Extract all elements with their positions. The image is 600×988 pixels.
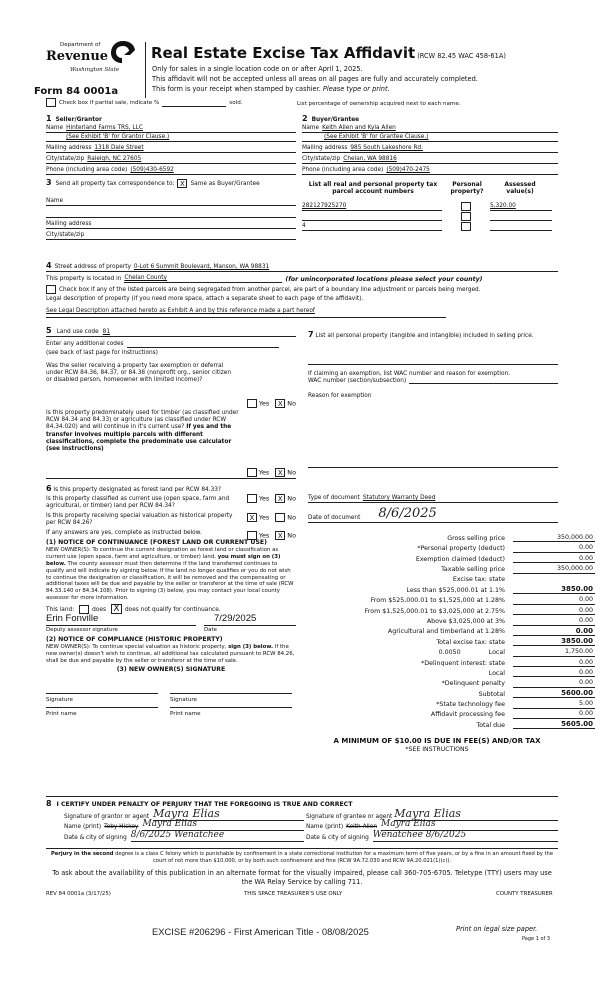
notice2-bold: sign (3) below. xyxy=(228,643,274,650)
buyer-name-line2[interactable]: (See Exhibit 'B' for Grantee Clause.) xyxy=(324,134,429,141)
current-use-question: Is this property classified as current use (open space, farm and agricultural, or timber) land per RCW 84.34? xyxy=(46,496,230,510)
assessed-value-field[interactable]: 5,320.00 xyxy=(490,203,552,211)
tax-label: Subtotal xyxy=(478,690,505,698)
buyer-phone-field[interactable]: (509)470-2475 xyxy=(386,167,430,174)
exemption-question: Was the seller receiving a property tax exemption or deferral under RCW 84.36, 84.37, or 84.38 (nonprofit org., senior citizen or disabled person, homeowner with limited income)? xyxy=(46,363,232,384)
reason-field[interactable] xyxy=(308,400,558,468)
buyer-section xyxy=(302,114,558,231)
tax-bracket-2-field[interactable]: 0.00 xyxy=(513,596,595,605)
assessor-signature-field[interactable]: Erin Fonville xyxy=(46,613,196,626)
tax-label: Gross selling price xyxy=(447,534,505,542)
located-label: This property is located in xyxy=(46,276,122,283)
doc-type-label: Type of document xyxy=(308,495,360,502)
print-note: Print on legal size paper. xyxy=(456,925,538,933)
field-label: City/state/zip xyxy=(46,156,85,163)
signature-label: Signature xyxy=(170,697,197,704)
does-not-label: does not qualify for continuance. xyxy=(125,606,221,613)
no-label: No xyxy=(287,468,296,477)
partial-sale-sold: sold. xyxy=(229,100,243,107)
dept-line1: Department of xyxy=(60,42,101,48)
total-state-tax-field[interactable]: 3850.00 xyxy=(513,637,595,646)
partial-sale-row xyxy=(46,98,243,107)
dor-swirl-icon xyxy=(110,40,136,64)
assessor-signature-row xyxy=(46,614,296,626)
certify-divider xyxy=(46,796,558,797)
personal-property-deduct-field[interactable]: 0.00 xyxy=(513,544,595,553)
timber-question-bold: If yes and the transfer involves multiple parcels with different classifications, complete the predominate use calculator (see instructions) xyxy=(46,424,232,453)
field-label: Name xyxy=(46,198,64,205)
rev-number: REV 84 0001a (3/17/25) xyxy=(46,891,111,897)
parcel-number-field[interactable]: 282127925270 xyxy=(302,203,442,211)
personal-property-checkbox[interactable] xyxy=(461,212,471,221)
notice1-text-a: NEW OWNER(S): To continue the current designation as forest land or classification as current use (open space, farm and agriculture, or timber) land, xyxy=(46,547,279,561)
local-rate-row-label xyxy=(300,649,513,657)
county-treasurer: COUNTY TREASURER xyxy=(496,891,553,897)
yes-label: Yes xyxy=(258,494,270,503)
grantor-signature-field[interactable]: Mayra Elias xyxy=(153,807,304,821)
tax-label: Local xyxy=(488,669,505,677)
notice2-text-b: If the new owner(s) doesn't wish to continue, all additional tax calculated pursuant to RCW 84.26, shall be due and payable by the seller or transferor at the time of sale. xyxy=(46,643,295,664)
exemption-yes-no xyxy=(243,399,296,408)
new-owner-signature-1[interactable] xyxy=(46,693,158,694)
reason-label: Reason for exemption xyxy=(308,393,372,400)
timber-question-text: Is this property predominately used for timber (as classified under RCW 84.34 and 84.33) or agriculture (as classified under RCW 84.34.020) and will continue in it's current use? xyxy=(46,410,239,431)
no-label: No xyxy=(287,513,296,522)
perjury-notice xyxy=(46,848,558,865)
notice2-heading: (2) NOTICE OF COMPLIANCE (HISTORIC PROPERTY) xyxy=(46,636,223,644)
header-divider xyxy=(145,42,146,98)
forest-section xyxy=(46,484,296,718)
notice1-heading: (1) NOTICE OF CONTINUANCE (FOREST LAND OR CURRENT USE) xyxy=(46,539,267,547)
field-label: City/state/zip xyxy=(46,232,85,239)
historic-no-checkbox[interactable]: X xyxy=(275,531,285,540)
notice1-bold: you must sign on (3) below. xyxy=(46,554,281,567)
seller-city-field[interactable]: Raleigh, NC 27605 xyxy=(87,156,142,163)
ownership-note: List percentage of ownership acquired next to each name. xyxy=(297,101,461,107)
tax-label: Above $3,025,000 at 3% xyxy=(426,617,505,625)
timber-question xyxy=(46,410,246,453)
field-label: Mailing address xyxy=(302,145,348,152)
accessibility-notice: To ask about the availability of this publication in an alternate format for the visually impaired, please call 360-705-6705. Teletype (TTY) users may use the WA Relay Service by calling 711. xyxy=(52,869,552,886)
forest-yes-no xyxy=(243,494,296,503)
new-owner-print-name-2[interactable] xyxy=(170,707,292,708)
date-label: Date xyxy=(204,627,217,634)
section-number: 8 xyxy=(46,799,52,808)
field-label: Date & city of signing xyxy=(64,835,127,842)
grantee-name-field[interactable]: Mayra Elias xyxy=(381,819,558,831)
new-owner-signature-2[interactable] xyxy=(170,693,292,694)
delinquent-interest-local-field[interactable]: 0.00 xyxy=(513,669,595,678)
historic-yes-checkbox[interactable] xyxy=(247,531,257,540)
field-label: Name (print) xyxy=(64,824,102,831)
legal-description-field[interactable]: See Legal Description attached hereto as Exhibit A and by this reference made a part hereof xyxy=(46,308,446,318)
document-section xyxy=(308,493,558,523)
section-number: 6 xyxy=(46,484,52,493)
parcel-row xyxy=(302,201,558,211)
print-name-label: Print name xyxy=(46,711,77,718)
yes-label: Yes xyxy=(258,468,270,477)
dept-line2: Revenue xyxy=(46,49,109,64)
county-select[interactable]: Chelan County xyxy=(124,275,282,283)
assessed-col-header: Assessed value(s) xyxy=(504,180,536,195)
same-as-buyer-label: Same as Buyer/Grantee xyxy=(190,181,260,188)
tax-label: From $525,000.01 to $1,525,000 at 1.28% xyxy=(370,597,505,605)
personal-property-field[interactable] xyxy=(308,341,558,365)
grantee-name-struck: Keith Allen xyxy=(346,824,377,831)
field-label: Name (print) xyxy=(306,824,344,831)
grantee-date-city-field[interactable]: Wenatchee 8/6/2025 xyxy=(373,830,558,842)
buyer-mailing-field[interactable]: 985 South Lakeshore Rd. xyxy=(350,145,423,152)
tax-bracket-4-field[interactable]: 0.00 xyxy=(513,617,595,626)
page-number: Page 1 of 3 xyxy=(522,936,551,942)
correspondence-name-line2[interactable] xyxy=(46,206,296,218)
header-subline2: This affidavit will not be accepted unless all areas on all pages are fully and accurately completed. xyxy=(152,75,478,83)
notice2-text-a: NEW OWNER(S): To continue special valuation as historic property, xyxy=(46,643,227,650)
delinquent-interest-state-field[interactable]: 0.00 xyxy=(513,659,595,668)
personal-property-checkbox[interactable] xyxy=(461,222,471,231)
parcel-row xyxy=(302,211,558,221)
tax-label: Less than $525,000.01 at 1.1% xyxy=(406,586,505,594)
title-block xyxy=(151,44,600,62)
parcel-row xyxy=(302,221,558,231)
buyer-heading: Buyer/Grantee xyxy=(311,117,360,124)
gross-selling-price-field[interactable]: 350,000.00 xyxy=(513,534,595,543)
tax-label: Exemption claimed (deduct) xyxy=(415,555,505,563)
field-label: Mailing address xyxy=(46,145,92,152)
total-due-field[interactable]: 5605.00 xyxy=(513,720,595,729)
seller-mailing-field[interactable]: 1318 Dale Street xyxy=(94,145,144,152)
tax-label: From $1,525,000.01 to $3,025,000 at 2.75% xyxy=(364,607,505,615)
doc-date-field[interactable]: 8/6/2025 xyxy=(378,506,437,522)
field-label: Name xyxy=(46,125,64,132)
buyer-name-field[interactable]: Keith Allen and Kyla Allen xyxy=(322,125,396,132)
notice3-heading: (3) NEW OWNER(S) SIGNATURE xyxy=(116,666,226,674)
yes-label: Yes xyxy=(258,513,270,522)
personal-col-header: Personal property? xyxy=(450,180,484,195)
local-tax-field[interactable]: 1,750.00 xyxy=(513,648,595,657)
exemption-deduct-field[interactable]: 0.00 xyxy=(513,555,595,564)
doc-type-field[interactable]: Statutory Warranty Deed xyxy=(362,495,436,502)
notice1-text xyxy=(46,547,296,602)
legal-description-label: Legal description of property (if you need more space, attach a separate sheet to each page of the affidavit). xyxy=(46,296,364,302)
tax-bracket-1-field[interactable]: 3850.00 xyxy=(513,585,595,594)
section-number: 1 xyxy=(46,114,52,124)
historic-yes-no xyxy=(243,531,296,540)
historic-question: Is this property receiving special valuation as historical property per RCW 84.26? xyxy=(46,512,233,526)
exemption-no-checkbox[interactable]: X xyxy=(275,399,285,408)
tax-label: Total excise tax: state xyxy=(436,638,505,646)
tax-label: Total due xyxy=(476,721,505,729)
field-label: Signature of grantee or agent xyxy=(306,814,393,821)
field-label: Phone (including area code) xyxy=(302,167,384,174)
timber-no-checkbox[interactable]: X xyxy=(275,468,285,477)
tax-label: *Delinquent interest: state xyxy=(421,659,505,667)
field-label: Date & city of signing xyxy=(306,835,369,842)
dept-line3: Washington State xyxy=(70,67,120,73)
ag-timber-tax-field[interactable]: 0.00 xyxy=(513,627,595,636)
grantor-name-struck: Toby Hickey xyxy=(104,824,139,831)
grantor-certify xyxy=(64,808,304,842)
wac-label: WAC number (section/subsection) xyxy=(308,377,407,384)
yes-label: Yes xyxy=(258,531,270,540)
does-not-qualify-checkbox[interactable]: X xyxy=(111,604,122,614)
personal-property-label: List all personal property (tangible and intangible) included in selling price. xyxy=(315,333,534,339)
land-use-label: Land use code xyxy=(56,329,99,336)
see-instructions: *SEE INSTRUCTIONS xyxy=(405,745,469,753)
doc-date-label: Date of document xyxy=(308,515,361,522)
title-ref: (RCW 82.45 WAC 458-61A) xyxy=(417,52,506,60)
field-label: Signature of grantor or agent xyxy=(64,814,150,821)
section-number: 7 xyxy=(308,330,314,339)
dor-logo xyxy=(46,40,146,92)
buyer-city-field[interactable]: Chelan, WA 98816 xyxy=(343,156,397,163)
seller-heading: Seller/Grantor xyxy=(55,117,102,124)
section-divider xyxy=(46,478,296,479)
this-land-label: This land: xyxy=(46,606,75,613)
current-use-yes-checkbox[interactable]: X xyxy=(247,513,257,522)
tax-label: Affidavit processing fee xyxy=(430,711,505,719)
wac-number-field[interactable] xyxy=(409,377,558,384)
personal-property-section xyxy=(308,330,558,468)
forest-no-checkbox[interactable]: X xyxy=(275,494,285,503)
exemption-label: If claiming an exemption, list WAC number and reason for exemption. xyxy=(308,370,511,377)
notice1-text-b: The county assessor must then determine if the land transferred continues to qualify and will indicate by signing below. If the land no longer qualifies or you do not wish to continue the designation or classification, it will be removed and the compensating or additional taxes will be due and payable by the seller or transferor at the time of sale (RCW 84.33.140 or 84.34.108). Prior to signing (3) below, you may contact your local county assessor for more information. xyxy=(46,560,294,602)
page-title: Real Estate Excise Tax Affidavit xyxy=(151,44,416,62)
same-as-buyer-checkbox[interactable]: X xyxy=(177,179,187,188)
tax-bracket-3-field[interactable]: 0.00 xyxy=(513,607,595,616)
segregated-label: Check box if any of the listed parcels are being segregated from another parcel, are part of a boundary line adjustment or parcels being merged. xyxy=(59,287,481,294)
land-use-section xyxy=(46,326,296,477)
subline3-italic: Please type or print. xyxy=(322,85,390,93)
field-label: Phone (including area code) xyxy=(46,167,128,174)
no-label: No xyxy=(287,399,296,408)
perjury-text: degree is a class C felony which is punishable by confinement in a state correctional institution for a maximum term of five years, or by a fine in an amount fixed by the court of not more than $10,000, or by both such confinement and fine (RCW 9A.72.030 and RCW 9A.20.021(1)(c)). xyxy=(115,851,554,864)
seller-section xyxy=(46,114,296,240)
certify-heading-text: I CERTIFY UNDER PENALTY OF PERJURY THAT THE FOREGOING IS TRUE AND CORRECT xyxy=(56,801,353,808)
assessor-sig-label: Deputy assessor signature xyxy=(46,627,118,634)
field-label: City/state/zip xyxy=(302,156,341,163)
partial-sale-percent-input[interactable] xyxy=(162,100,226,107)
no-label: No xyxy=(287,531,296,540)
tax-label: *Personal property (deduct) xyxy=(417,545,505,553)
print-name-label: Print name xyxy=(170,711,201,718)
partial-sale-checkbox[interactable] xyxy=(46,98,56,107)
tax-label: *Delinquent penalty xyxy=(441,680,505,688)
grantor-name-field[interactable]: Mayra Elias xyxy=(142,819,304,831)
grantee-certify xyxy=(306,808,558,842)
treasurer-space: THIS SPACE TREASURER'S USE ONLY xyxy=(244,891,343,897)
seller-name-field[interactable]: Hinterland Farms TRS, LLC xyxy=(66,125,143,132)
county-note: (for unincorporated locations please select your county) xyxy=(285,275,483,283)
parcel-table-header xyxy=(302,175,558,201)
segregated-checkbox[interactable] xyxy=(46,285,56,294)
if-yes-note: If any answers are yes, complete as instructed below. xyxy=(46,530,202,537)
correspondence-name-field[interactable] xyxy=(63,197,296,205)
header-subline1: Only for sales in a single location code on or after April 1, 2025. xyxy=(152,65,363,73)
parcel-number-field[interactable]: 4 xyxy=(302,223,442,231)
assessor-date-field[interactable]: 7/29/2025 xyxy=(204,613,296,626)
land-use-code-field[interactable]: 81 xyxy=(102,329,111,336)
correspondence-label: Send all property tax correspondence to: xyxy=(55,181,175,188)
taxable-selling-price-field[interactable]: 350,000.00 xyxy=(513,565,595,574)
subline3-text: This form is your receipt when stamped by cashier. xyxy=(152,85,321,93)
technology-fee-field[interactable]: 5.00 xyxy=(513,700,595,709)
signature-label: Signature xyxy=(46,697,73,704)
tax-label: Agricultural and timberland at 1.28% xyxy=(387,628,505,636)
forest-yes-checkbox[interactable] xyxy=(247,494,257,503)
assessed-value-field[interactable] xyxy=(490,213,552,221)
additional-codes-field[interactable] xyxy=(127,340,279,348)
perjury-bold: Perjury in the second xyxy=(50,851,114,857)
tax-label: Excise tax: state xyxy=(452,576,505,584)
does-label: does xyxy=(92,606,106,613)
minimum-notice: A MINIMUM OF $10.00 IS DUE IN FEE(S) AND/OR TAX xyxy=(333,737,541,746)
timber-yes-checkbox[interactable] xyxy=(247,468,257,477)
grantor-date-city-field[interactable]: 8/6/2025 Wenatchee xyxy=(131,830,304,842)
assessed-value-field[interactable] xyxy=(490,223,552,231)
tax-table xyxy=(300,532,600,753)
parcel-col-header: List all real and personal property tax parcel account numbers xyxy=(308,180,438,195)
correspondence-mailing-field[interactable] xyxy=(91,220,296,228)
excise-stamp: EXCISE #206296 - First American Title - 08/08/2025 xyxy=(152,926,369,937)
seller-name-line2[interactable]: (See Exhibit 'B' for Grantor Clause.) xyxy=(66,134,170,141)
field-label: Name xyxy=(302,125,320,132)
affidavit-fee-field[interactable]: 0.00 xyxy=(513,710,595,719)
address-label: Street address of property xyxy=(54,264,131,271)
grantee-signature-field[interactable]: Mayra Elias xyxy=(394,807,558,821)
section-number: 4 xyxy=(46,261,52,271)
tax-label: *State technology fee xyxy=(436,701,505,709)
timber-yes-no xyxy=(243,468,296,477)
current-use-no-checkbox[interactable] xyxy=(275,513,285,522)
no-label: No xyxy=(287,494,296,503)
personal-property-checkbox[interactable] xyxy=(461,202,471,211)
delinquent-penalty-field[interactable]: 0.00 xyxy=(513,679,595,688)
additional-codes-note: (see back of last page for instructions) xyxy=(46,350,158,356)
header-subline3 xyxy=(152,86,390,94)
exemption-yes-checkbox[interactable] xyxy=(247,399,257,408)
tax-label: Local xyxy=(488,649,505,657)
field-label: Mailing address xyxy=(46,221,92,228)
section-number: 5 xyxy=(46,326,52,336)
seller-phone-field[interactable]: (509)430-6592 xyxy=(130,167,174,174)
new-owner-print-name-1[interactable] xyxy=(46,707,158,708)
subtotal-field[interactable]: 5600.00 xyxy=(513,689,595,698)
property-address-field[interactable]: 0-Lot 6 Summit Boulevard, Manson, WA 98831 xyxy=(133,264,270,271)
property-section xyxy=(46,262,558,318)
parcel-number-field[interactable] xyxy=(302,213,442,221)
form-number: Form 84 0001a xyxy=(34,86,119,97)
yes-label: Yes xyxy=(258,399,270,408)
section-number: 3 xyxy=(46,178,52,188)
tax-label: Taxable selling price xyxy=(441,566,505,574)
current-use-yes-no xyxy=(243,513,296,522)
partial-sale-label: Check box if partial sale, indicate % xyxy=(59,100,160,107)
correspondence-city-field[interactable] xyxy=(84,231,296,239)
additional-codes-label: Enter any additional codes xyxy=(46,341,124,348)
forest-question: Is this property designated as forest land per RCW 84.33? xyxy=(53,487,222,493)
section-number: 2 xyxy=(302,114,308,124)
local-rate: 0.0050 xyxy=(438,649,461,657)
notice2-text xyxy=(46,644,296,665)
